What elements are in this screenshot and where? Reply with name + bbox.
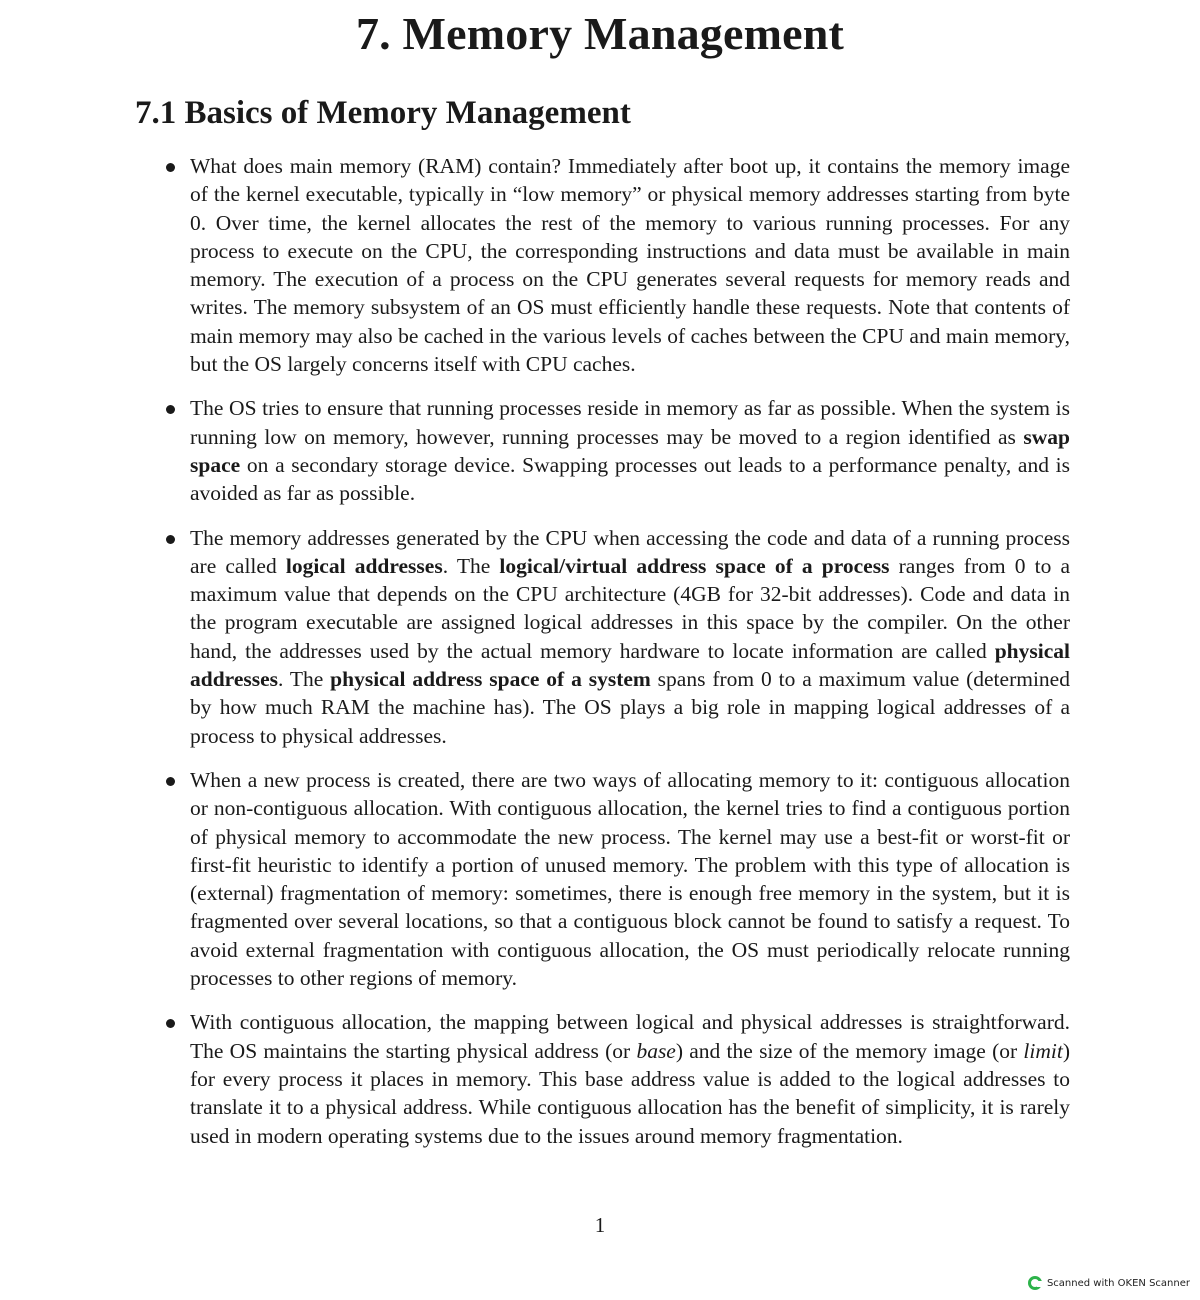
bullet-item [160, 394, 1070, 507]
oken-scanner-logo-icon [1028, 1276, 1042, 1290]
bullet-text: The memory addresses generated by the CPU when accessing the code and data of a running process are called logical addresses. The logical/virtual address space of a process ranges from 0 to a maximum value that depends on the CPU architecture (4GB for 32-bit addresses). Code and data in the program executable are assigned logical addresses in this space by the compiler. On the other hand, the addresses used by the actual memory hardware to locate information are called physical addresses. The physical address space of a system spans from 0 to a maximum value (determined by how much RAM the machine has). The OS plays a big role in mapping logical addresses of a process to physical addresses. [190, 525, 1071, 748]
section-title: 7.1 Basics of Memory Management [135, 95, 631, 131]
bullet-text: What does main memory (RAM) contain? Immediately after boot up, it contains the memory image of the kernel executable, typically in “low memory” or physical memory addresses starting from byte 0. Over time, the kernel allocates the rest of the memory to various running processes. For any process to execute on the CPU, the corresponding instructions and data must be available in main memory. The execution of a process on the CPU generates several requests for memory reads and writes. The memory subsystem of an OS must efficiently handle these requests. Note that contents of main memory may also be cached in the various levels of caches between the CPU and main memory, but the OS largely concerns itself with CPU caches. [190, 154, 1070, 377]
page-number: 1 [594, 1213, 606, 1237]
bullet-item [160, 152, 1070, 378]
bullet-icon [166, 1019, 175, 1028]
scanner-watermark [1028, 1276, 1190, 1290]
bullet-icon [166, 163, 175, 172]
bullet-text: The OS tries to ensure that running processes reside in memory as far as possible. When the system is running low on memory, however, running processes may be moved to a region identified as swap space on a secondary storage device. Swapping processes out leads to a performance penalty, and is avoided as far as possible. [190, 396, 1070, 506]
bullet-icon [166, 777, 175, 786]
bullet-icon [166, 535, 175, 544]
bullet-item [160, 1008, 1070, 1149]
bullet-icon [166, 405, 175, 414]
bullet-text: When a new process is created, there are two ways of allocating memory to it: contiguous allocation or non-contiguous allocation. With contiguous allocation, the kernel tries to find a contiguous portion of physical memory to accommodate the new process. The kernel may use a best-fit or worst-fit or first-fit heuristic to identify a portion of unused memory. The problem with this type of allocation is (external) fragmentation of memory: sometimes, there is enough free memory in the system, but it is fragmented over several locations, so that a contiguous block cannot be found to satisfy a request. To avoid external fragmentation with contiguous allocation, the OS must periodically relocate running processes to other regions of memory. [190, 767, 1070, 991]
bullet-list [160, 152, 1070, 1166]
bullet-item [160, 524, 1070, 750]
scanner-watermark-text: Scanned with OKEN Scanner [1046, 1277, 1190, 1289]
bullet-text: With contiguous allocation, the mapping between logical and physical addresses is straightforward. The OS maintains the starting physical address (or base) and the size of the memory image (or limit) for every process it places in memory. This base address value is added to the logical addresses to translate it to a physical address. While contiguous allocation has the benefit of simplicity, it is rarely used in modern operating systems due to the issues around memory fragmentation. [190, 1010, 1070, 1148]
chapter-title: 7. Memory Management [355, 8, 845, 59]
bullet-item [160, 766, 1070, 992]
